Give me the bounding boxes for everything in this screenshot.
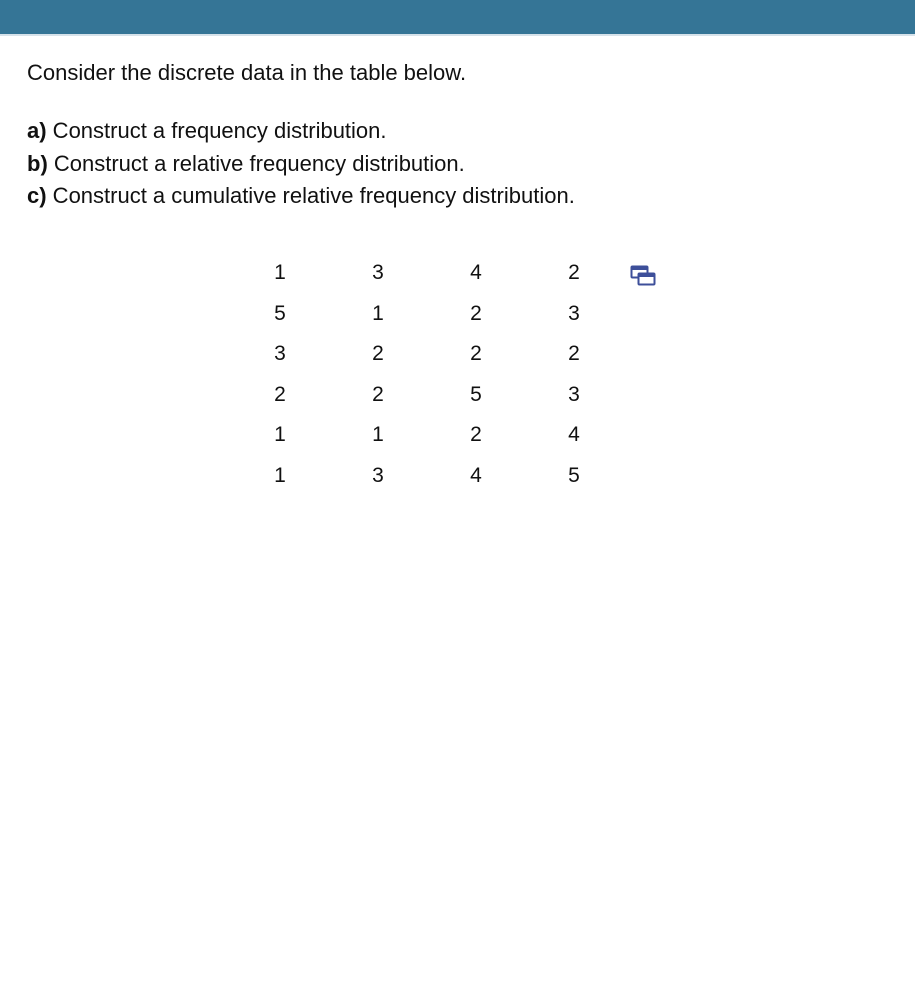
table-cell: 4 (470, 261, 482, 285)
table-cell: 3 (274, 342, 286, 366)
table-cell: 2 (568, 342, 580, 366)
part-label: b) (27, 150, 48, 176)
table-cell: 2 (568, 261, 580, 285)
table-row (231, 294, 623, 335)
copy-data-icon[interactable] (630, 265, 656, 287)
table-cell: 2 (470, 301, 482, 325)
question-part-b (27, 148, 887, 181)
table-cell: 2 (372, 382, 384, 406)
table-cell: 1 (274, 261, 286, 285)
table-row (231, 415, 623, 456)
header-bar (0, 0, 915, 36)
table-cell: 5 (274, 301, 286, 325)
table-cell: 1 (274, 423, 286, 447)
question-content (27, 58, 887, 213)
table-cell: 2 (372, 342, 384, 366)
question-intro: Consider the discrete data in the table below. (27, 60, 467, 85)
part-label: c) (27, 183, 47, 208)
table-cell: 3 (372, 261, 384, 285)
table-cell: 1 (372, 301, 384, 325)
question-parts (27, 115, 887, 213)
data-table (231, 253, 623, 496)
table-cell: 5 (568, 463, 580, 487)
table-cell: 1 (274, 463, 286, 487)
part-text: Construct a cumulative relative frequency distribution. (46, 183, 575, 208)
table-cell: 3 (568, 301, 580, 325)
table-cell: 2 (470, 342, 482, 366)
table-cell: 5 (470, 382, 482, 406)
part-text: Construct a relative frequency distribution. (47, 150, 465, 176)
table-cell: 3 (372, 463, 384, 487)
table-cell: 3 (568, 382, 580, 406)
table-cell: 1 (372, 423, 384, 447)
question-part-a (27, 115, 887, 148)
table-row (231, 375, 623, 416)
table-row (231, 456, 623, 497)
table-cell: 4 (568, 423, 580, 447)
part-text: Construct a frequency distribution. (46, 118, 387, 143)
table-row (231, 334, 623, 375)
question-part-c (27, 180, 887, 213)
part-label: a) (27, 118, 47, 143)
table-cell: 2 (470, 423, 482, 447)
table-cell: 2 (274, 382, 286, 406)
table-row (231, 253, 623, 294)
table-cell: 4 (470, 463, 482, 487)
